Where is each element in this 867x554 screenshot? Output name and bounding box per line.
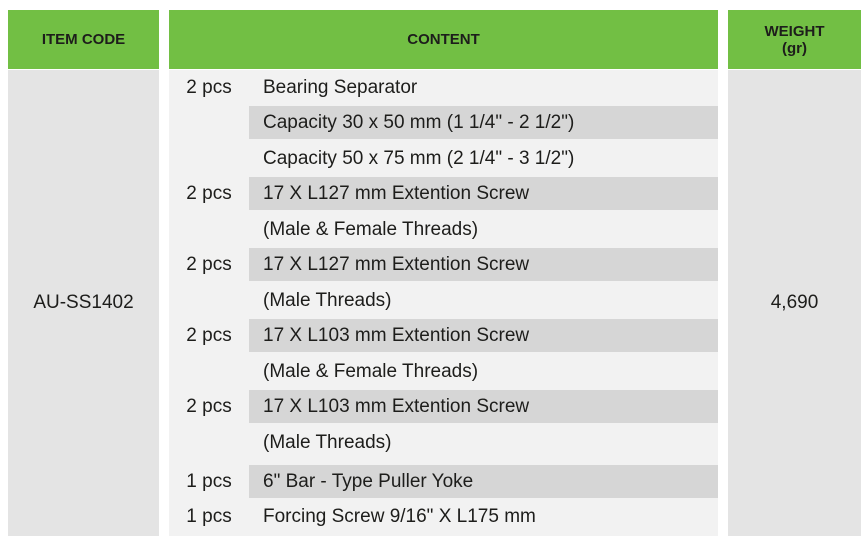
- table-row: [169, 141, 718, 176]
- row-description: (Male Threads): [263, 289, 392, 311]
- table-row: [169, 247, 718, 282]
- table-row: [169, 318, 718, 353]
- table-row: [169, 499, 718, 534]
- row-quantity: 2 pcs: [186, 395, 232, 417]
- row-description: 6" Bar - Type Puller Yoke: [263, 470, 474, 492]
- item-code-value: AU-SS1402: [33, 292, 134, 313]
- row-quantity: 1 pcs: [186, 505, 232, 527]
- header-content: [169, 10, 718, 69]
- table-row: [169, 212, 718, 247]
- row-description: (Male & Female Threads): [263, 218, 479, 240]
- row-quantity: 2 pcs: [186, 324, 232, 346]
- table-row: [169, 283, 718, 318]
- row-description: Capacity 50 x 75 mm (2 1/4" - 3 1/2"): [263, 147, 575, 169]
- row-description: 17 X L103 mm Extention Screw: [263, 324, 530, 346]
- weight-value: 4,690: [770, 292, 819, 313]
- row-description: 17 X L127 mm Extention Screw: [263, 253, 530, 275]
- row-quantity: 2 pcs: [186, 182, 232, 204]
- row-description: Capacity 30 x 50 mm (1 1/4" - 2 1/2"): [263, 111, 575, 133]
- table-row: [169, 176, 718, 211]
- table-row: [169, 354, 718, 389]
- header-weight-unit: (gr): [782, 39, 807, 57]
- table-row: [169, 70, 718, 105]
- row-quantity: 1 pcs: [186, 470, 232, 492]
- row-quantity: [169, 283, 249, 318]
- row-description: (Male Threads): [263, 431, 392, 453]
- header-item-code: [8, 10, 159, 69]
- row-description: (Male & Female Threads): [263, 360, 479, 382]
- header-item-code-label: ITEM CODE: [41, 31, 126, 48]
- row-quantity: 2 pcs: [186, 76, 232, 98]
- row-description: 17 X L127 mm Extention Screw: [263, 182, 530, 204]
- row-quantity: [169, 425, 249, 460]
- table-row: [169, 105, 718, 140]
- row-quantity: [169, 105, 249, 140]
- row-quantity: [169, 212, 249, 247]
- table-row: [169, 425, 718, 460]
- header-weight: [728, 10, 861, 69]
- table-row: [169, 389, 718, 424]
- row-quantity: 2 pcs: [186, 253, 232, 275]
- row-description: Forcing Screw 9/16" X L175 mm: [263, 505, 536, 527]
- header-content-label: CONTENT: [407, 31, 480, 48]
- row-quantity: [169, 354, 249, 389]
- table-row: [169, 464, 718, 499]
- header-weight-label: WEIGHT: [764, 22, 825, 40]
- row-description: Bearing Separator: [263, 76, 418, 98]
- row-quantity: [169, 141, 249, 176]
- row-description: 17 X L103 mm Extention Screw: [263, 395, 530, 417]
